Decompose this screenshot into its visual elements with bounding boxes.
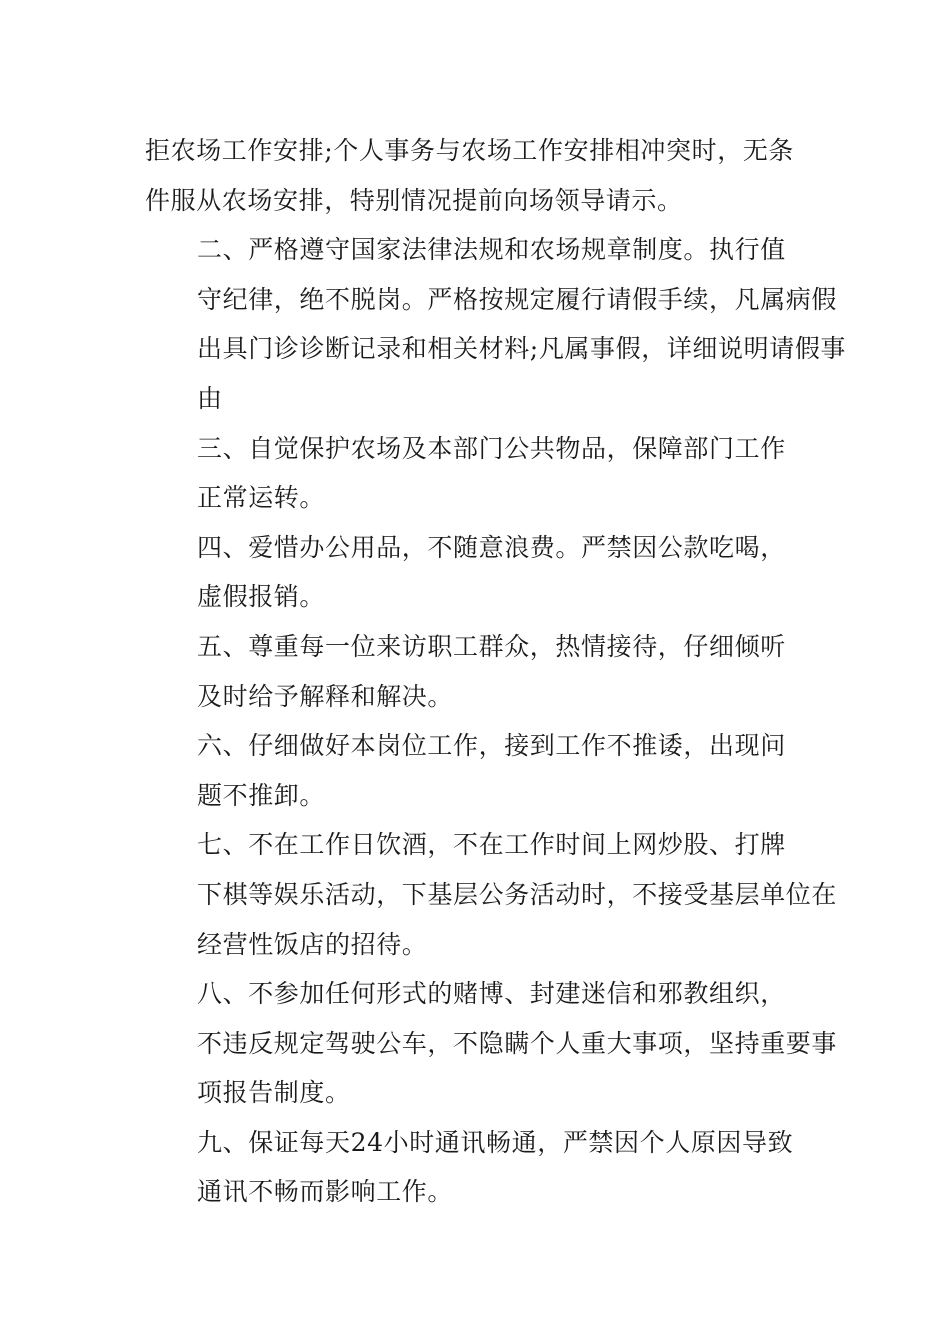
paragraph-line: 守纪律，绝不脱岗。严格按规定履行请假手续，凡属病假 [197,284,838,314]
paragraph [145,721,815,820]
paragraph-line: 虚假报销。 [197,582,326,612]
paragraph-line: 通讯不畅而影响工作。 [197,1177,454,1207]
document-body [145,126,847,1217]
paragraph-line: 题不推卸。 [197,780,326,810]
paragraph [145,424,815,523]
paragraph [145,1118,815,1217]
paragraph-line: 出具门诊诊断记录和相关材料;凡属事假，详细说明请假事 [197,334,847,364]
paragraph-line: 七、不在工作日饮酒，不在工作时间上网炒股、打牌 [197,830,786,860]
paragraph-line: 项报告制度。 [197,1078,351,1108]
paragraph-line: 下棋等娱乐活动，下基层公务活动时，不接受基层单位在 [197,879,838,909]
paragraph-line: 不违反规定驾驶公车，不隐瞒个人重大事项，坚持重要事 [197,1028,838,1058]
paragraph [145,820,838,969]
paragraph-line: 由 [197,383,223,413]
paragraph-line: 拒农场工作安排;个人事务与农场工作安排相冲突时，无条 [145,136,795,165]
paragraph [145,126,815,225]
paragraph [145,969,838,1118]
paragraph [145,523,815,622]
paragraph [145,622,815,721]
paragraph-line: 九、保证每天24小时通讯畅通，严禁因个人原因导致 [197,1127,794,1157]
paragraph-line: 正常运转。 [197,483,326,513]
paragraph-line: 五、尊重每一位来访职工群众，热情接待，仔细倾听 [197,631,786,661]
paragraph-line: 三、自觉保护农场及本部门公共物品，保障部门工作 [197,433,786,463]
paragraph-line: 四、爱惜办公用品，不随意浪费。严禁因公款吃喝， [197,532,786,562]
paragraph [145,225,847,423]
paragraph-line: 六、仔细做好本岗位工作，接到工作不推诿，出现问 [197,731,786,761]
paragraph-line: 件服从农场安排，特别情况提前向场领导请示。 [145,185,683,215]
paragraph-line: 八、不参加任何形式的赌博、封建迷信和邪教组织， [197,979,786,1009]
paragraph-line: 经营性饭店的招待。 [197,929,428,959]
paragraph-line: 及时给予解释和解决。 [197,681,454,711]
paragraph-line: 二、严格遵守国家法律法规和农场规章制度。执行值 [197,235,786,265]
